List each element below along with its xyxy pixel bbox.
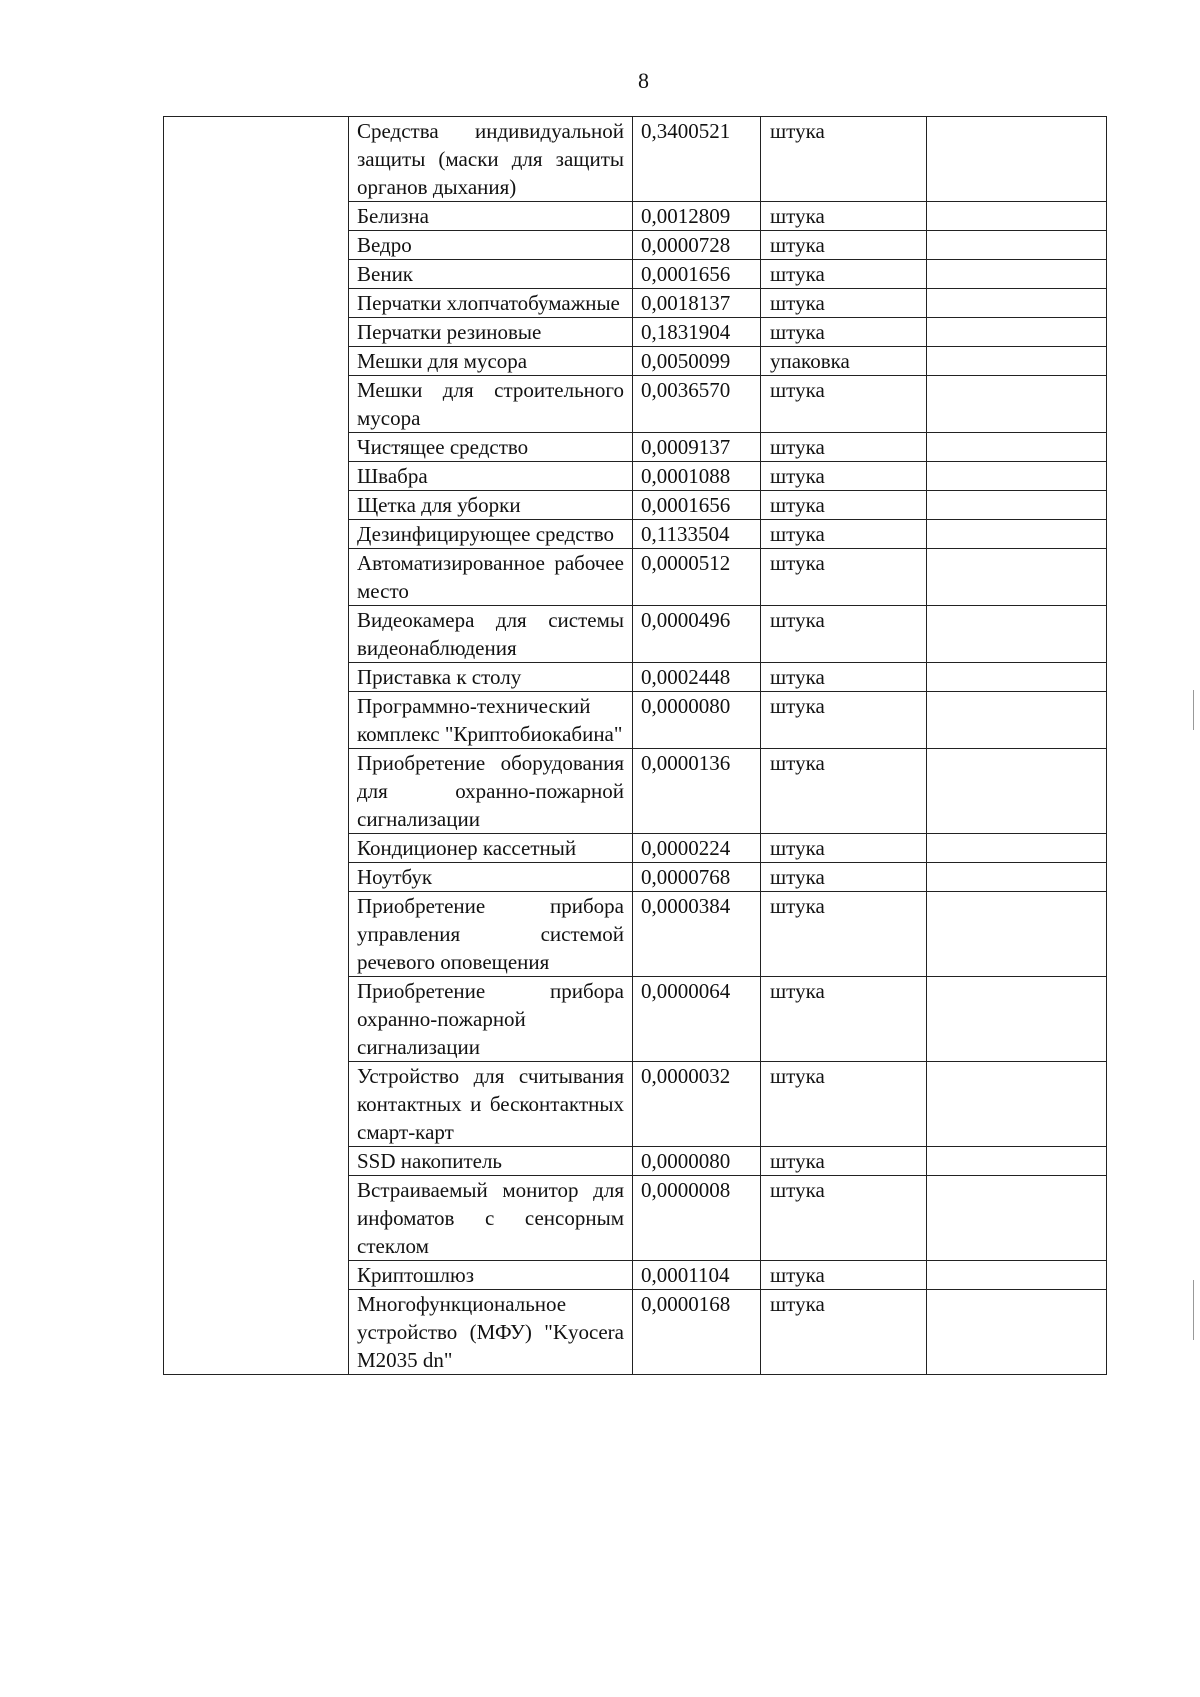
item-value-cell: 0,0000168 [633, 1290, 761, 1375]
empty-cell-right [927, 977, 1107, 1062]
table-row [164, 1176, 1107, 1261]
empty-cell-right [927, 462, 1107, 491]
item-name-cell: Средства индивидуальной защиты (маски для защиты органов дыхания) [349, 117, 633, 202]
item-value-cell: 0,0000728 [633, 231, 761, 260]
items-table [163, 116, 1107, 1375]
empty-cell-right [927, 692, 1107, 749]
empty-cell-right [927, 231, 1107, 260]
empty-cell-right [927, 549, 1107, 606]
item-value-cell: 0,0000080 [633, 692, 761, 749]
table-row [164, 376, 1107, 433]
item-unit-cell: штука [761, 462, 927, 491]
empty-cell-left [164, 1062, 349, 1147]
item-value-cell: 0,0000136 [633, 749, 761, 834]
table-row [164, 834, 1107, 863]
item-name-cell: Ноутбук [349, 863, 633, 892]
empty-cell-right [927, 863, 1107, 892]
table-row [164, 520, 1107, 549]
item-value-cell: 0,0009137 [633, 433, 761, 462]
table-row [164, 1147, 1107, 1176]
table-row [164, 289, 1107, 318]
empty-cell-right [927, 663, 1107, 692]
empty-cell-right [927, 347, 1107, 376]
empty-cell-left [164, 347, 349, 376]
item-value-cell: 0,0018137 [633, 289, 761, 318]
item-name-cell: Многофункциональное устройство (МФУ) "Kyocera M2035 dn" [349, 1290, 633, 1375]
item-unit-cell: штука [761, 1062, 927, 1147]
item-value-cell: 0,0000496 [633, 606, 761, 663]
table-row [164, 318, 1107, 347]
empty-cell-left [164, 318, 349, 347]
item-value-cell: 0,0012809 [633, 202, 761, 231]
item-name-cell: Приобретение прибора охранно-пожарной сигнализации [349, 977, 633, 1062]
item-unit-cell: штука [761, 1290, 927, 1375]
table-row [164, 231, 1107, 260]
item-value-cell: 0,0000512 [633, 549, 761, 606]
item-name-cell: Приобретение оборудования для охранно-пожарной сигнализации [349, 749, 633, 834]
item-name-cell: Кондиционер кассетный [349, 834, 633, 863]
empty-cell-right [927, 289, 1107, 318]
table-row [164, 347, 1107, 376]
item-name-cell: Перчатки резиновые [349, 318, 633, 347]
empty-cell-right [927, 520, 1107, 549]
empty-cell-left [164, 863, 349, 892]
item-name-cell: Веник [349, 260, 633, 289]
item-name-cell: Автоматизированное рабочее место [349, 549, 633, 606]
item-unit-cell: упаковка [761, 347, 927, 376]
item-unit-cell: штука [761, 202, 927, 231]
empty-cell-left [164, 892, 349, 977]
item-value-cell: 0,0050099 [633, 347, 761, 376]
item-value-cell: 0,0036570 [633, 376, 761, 433]
table-row [164, 749, 1107, 834]
item-name-cell: Мешки для мусора [349, 347, 633, 376]
item-unit-cell: штука [761, 863, 927, 892]
item-unit-cell: штука [761, 289, 927, 318]
empty-cell-right [927, 606, 1107, 663]
item-name-cell: Программно-технический комплекс "Криптобиокабина" [349, 692, 633, 749]
item-name-cell: Белизна [349, 202, 633, 231]
empty-cell-right [927, 433, 1107, 462]
item-value-cell: 0,1133504 [633, 520, 761, 549]
table-row [164, 117, 1107, 202]
table-row [164, 433, 1107, 462]
empty-cell-left [164, 376, 349, 433]
item-unit-cell: штука [761, 433, 927, 462]
item-value-cell: 0,0001088 [633, 462, 761, 491]
table-row [164, 892, 1107, 977]
empty-cell-left [164, 549, 349, 606]
empty-cell-left [164, 231, 349, 260]
item-value-cell: 0,3400521 [633, 117, 761, 202]
item-unit-cell: штука [761, 606, 927, 663]
item-name-cell: Щетка для уборки [349, 491, 633, 520]
empty-cell-left [164, 749, 349, 834]
empty-cell-left [164, 977, 349, 1062]
table-row [164, 606, 1107, 663]
page-number: 8 [638, 68, 649, 93]
item-value-cell: 0,0000224 [633, 834, 761, 863]
item-value-cell: 0,0001656 [633, 491, 761, 520]
empty-cell-left [164, 663, 349, 692]
table-row [164, 863, 1107, 892]
item-name-cell: Перчатки хлопчатобумажные [349, 289, 633, 318]
item-value-cell: 0,0000080 [633, 1147, 761, 1176]
item-value-cell: 0,0002448 [633, 663, 761, 692]
item-value-cell: 0,1831904 [633, 318, 761, 347]
item-value-cell: 0,0000032 [633, 1062, 761, 1147]
empty-cell-right [927, 376, 1107, 433]
empty-cell-right [927, 892, 1107, 977]
item-unit-cell: штука [761, 376, 927, 433]
item-value-cell: 0,0000384 [633, 892, 761, 977]
table-row [164, 549, 1107, 606]
empty-cell-right [927, 260, 1107, 289]
table-row [164, 462, 1107, 491]
item-name-cell: Мешки для строительного мусора [349, 376, 633, 433]
item-unit-cell: штука [761, 260, 927, 289]
table-row [164, 1261, 1107, 1290]
item-unit-cell: штука [761, 749, 927, 834]
item-value-cell: 0,0000064 [633, 977, 761, 1062]
empty-cell-left [164, 1147, 349, 1176]
table-row [164, 1290, 1107, 1375]
item-unit-cell: штука [761, 549, 927, 606]
item-unit-cell: штука [761, 1261, 927, 1290]
item-name-cell: Приставка к столу [349, 663, 633, 692]
table-row [164, 1062, 1107, 1147]
item-unit-cell: штука [761, 520, 927, 549]
item-unit-cell: штука [761, 231, 927, 260]
empty-cell-right [927, 749, 1107, 834]
empty-cell-left [164, 491, 349, 520]
empty-cell-left [164, 1290, 349, 1375]
empty-cell-right [927, 1176, 1107, 1261]
item-unit-cell: штука [761, 318, 927, 347]
empty-cell-left [164, 834, 349, 863]
item-unit-cell: штука [761, 491, 927, 520]
item-unit-cell: штука [761, 834, 927, 863]
table-row [164, 663, 1107, 692]
item-name-cell: Устройство для считывания контактных и бесконтактных смарт-карт [349, 1062, 633, 1147]
item-name-cell: Приобретение прибора управления системой речевого оповещения [349, 892, 633, 977]
empty-cell-left [164, 520, 349, 549]
scan-edge-mark [1193, 690, 1194, 730]
empty-cell-left [164, 260, 349, 289]
empty-cell-left [164, 1176, 349, 1261]
empty-cell-left [164, 462, 349, 491]
item-name-cell: Видеокамера для системы видеонаблюдения [349, 606, 633, 663]
table-row [164, 692, 1107, 749]
empty-cell-left [164, 117, 349, 202]
item-name-cell: Чистящее средство [349, 433, 633, 462]
item-value-cell: 0,0001104 [633, 1261, 761, 1290]
table-row [164, 260, 1107, 289]
item-unit-cell: штука [761, 892, 927, 977]
item-value-cell: 0,0000768 [633, 863, 761, 892]
empty-cell-right [927, 1147, 1107, 1176]
empty-cell-right [927, 1290, 1107, 1375]
item-unit-cell: штука [761, 117, 927, 202]
item-value-cell: 0,0001656 [633, 260, 761, 289]
item-unit-cell: штука [761, 1176, 927, 1261]
item-value-cell: 0,0000008 [633, 1176, 761, 1261]
item-name-cell: Швабра [349, 462, 633, 491]
empty-cell-left [164, 692, 349, 749]
item-name-cell: Криптошлюз [349, 1261, 633, 1290]
items-table-body [164, 117, 1107, 1375]
item-name-cell: Встраиваемый монитор для инфоматов с сенсорным стеклом [349, 1176, 633, 1261]
item-unit-cell: штука [761, 977, 927, 1062]
empty-cell-right [927, 1261, 1107, 1290]
empty-cell-right [927, 202, 1107, 231]
empty-cell-right [927, 834, 1107, 863]
empty-cell-right [927, 117, 1107, 202]
item-unit-cell: штука [761, 692, 927, 749]
empty-cell-left [164, 433, 349, 462]
item-name-cell: Дезинфицирующее средство [349, 520, 633, 549]
item-unit-cell: штука [761, 663, 927, 692]
item-unit-cell: штука [761, 1147, 927, 1176]
empty-cell-left [164, 289, 349, 318]
empty-cell-left [164, 606, 349, 663]
empty-cell-left [164, 202, 349, 231]
empty-cell-left [164, 1261, 349, 1290]
table-row [164, 977, 1107, 1062]
item-name-cell: SSD накопитель [349, 1147, 633, 1176]
empty-cell-right [927, 1062, 1107, 1147]
table-row [164, 491, 1107, 520]
scan-edge-mark [1193, 1280, 1194, 1340]
empty-cell-right [927, 491, 1107, 520]
table-row [164, 202, 1107, 231]
empty-cell-right [927, 318, 1107, 347]
item-name-cell: Ведро [349, 231, 633, 260]
